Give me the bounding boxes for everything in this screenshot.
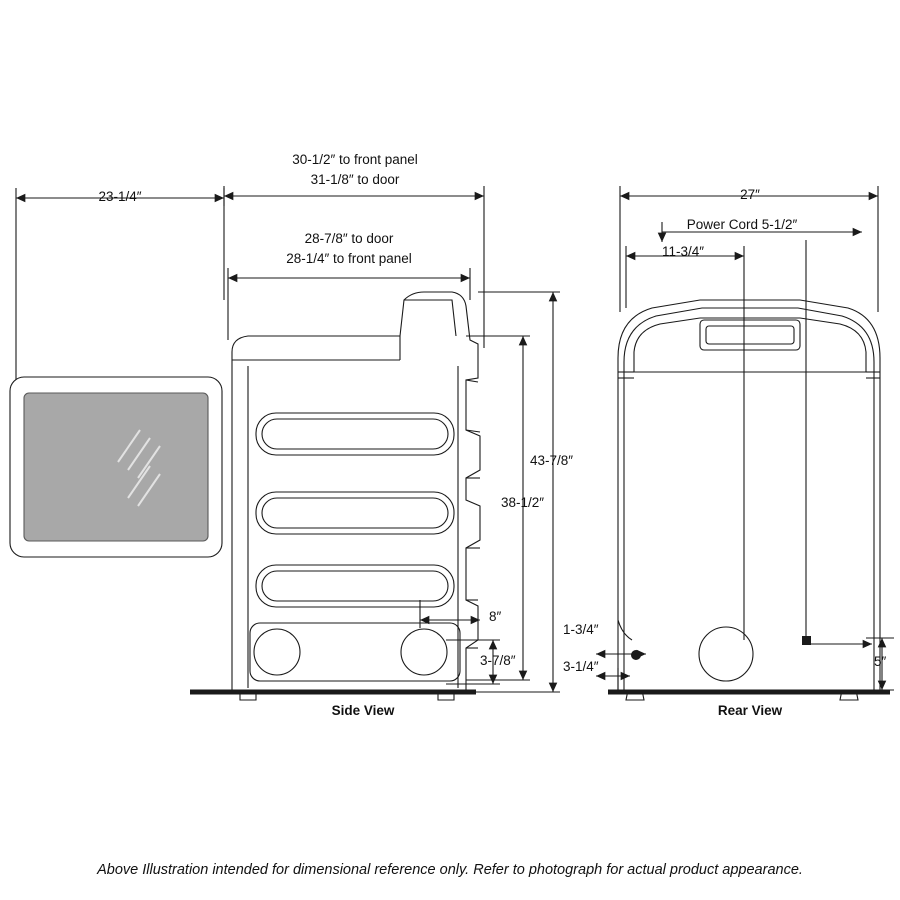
dim-depth-overall: 23-1/4″ — [98, 189, 142, 204]
dim-top-door: 31-1/8″ to door — [310, 172, 400, 187]
label-power-cord: Power Cord 5-1/2″ — [686, 217, 798, 232]
dim-rear-offset: 11-3/4″ — [661, 244, 705, 259]
dim-height-cabinet: 38-1/2″ — [501, 495, 545, 510]
dim-mid-front-panel: 28-1/4″ to front panel — [286, 251, 412, 266]
side-view-door — [10, 377, 222, 557]
dim-vent-height: 3-7/8″ — [480, 653, 516, 668]
dim-rear-left-lower: 3-1/4″ — [563, 659, 599, 674]
caption-side-view: Side View — [331, 703, 395, 718]
dim-mid-door: 28-7/8″ to door — [304, 231, 394, 246]
caption-rear-view: Rear View — [717, 703, 783, 718]
dim-rear-left-upper: 1-3/4″ — [563, 622, 599, 637]
dim-rear-right: 5″ — [874, 654, 887, 669]
rear-view-body — [618, 300, 880, 700]
dim-top-front-panel: 30-1/2″ to front panel — [292, 152, 418, 167]
dim-width-overall: 27″ — [740, 187, 760, 202]
side-view-body — [232, 292, 480, 700]
dim-vent-offset: 8″ — [489, 609, 502, 624]
dim-height-overall: 43-7/8″ — [530, 453, 574, 468]
footer-note: Above Illustration intended for dimensional reference only. Refer to photograph for actual product appearance. — [97, 862, 803, 878]
